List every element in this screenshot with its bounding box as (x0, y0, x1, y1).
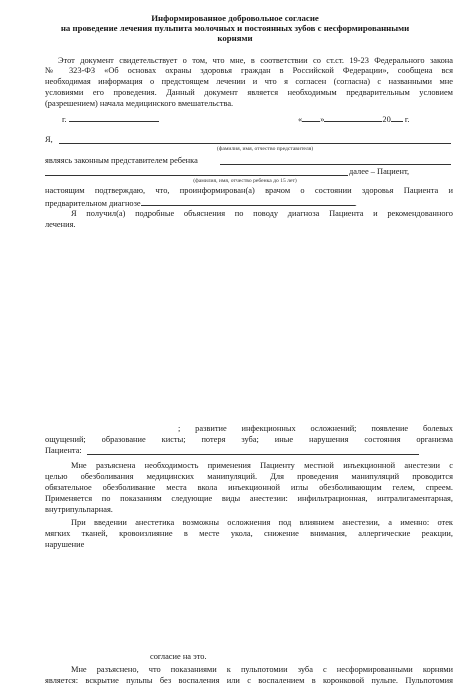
document-subtitle: на проведение лечения пульпита молочных и постоянных зубов с несформированными (60, 23, 410, 33)
anesthesia-line: Мне разъяснена необходимость применения Пациенту местной инъекционной анестезии с (71, 461, 453, 470)
date-field-group: « » 20 г. (298, 115, 410, 124)
intro-line: Этот документ свидетельствует о том, что мне, в соответствии со ст.ст. 19-23 Федерального закона (58, 56, 453, 65)
complications-line: ощущений; образование кисты; потеря зуба; иные нарушения состояния организма (45, 435, 453, 444)
representative-hint: (фамилия, имя, отчество представителя) (216, 146, 314, 152)
child-hint: (фамилия, имя, отчество ребенка до 15 лет) (193, 178, 297, 184)
city-field[interactable] (69, 113, 159, 122)
patient-label: далее – Пациент, (349, 167, 410, 176)
complications-field[interactable] (87, 454, 419, 455)
anesthesia-line: обязательное обезболивание места вкола инъекционной иглы обезболивающим гелем, спреем. (45, 483, 453, 492)
child-name-field[interactable] (220, 164, 451, 165)
city-prefix: г. (62, 115, 67, 124)
confirm-line: предварительном диагнозе . (45, 199, 357, 208)
day-field[interactable] (302, 113, 320, 122)
representative-name-field[interactable] (59, 143, 451, 144)
date-row (62, 113, 159, 125)
confirm-line: настоящим подтверждаю, что, проинформирован(а) врачом о состоянии здоровья Пациента и (45, 186, 453, 195)
anesthesia-line: целью обезболивания медицинских манипуляций. Для проведения манипуляций проводится (45, 472, 453, 481)
document-title: Информированное добровольное согласие (151, 13, 319, 23)
consent-fragment: согласие на это. (150, 652, 207, 661)
complications-line: Пациента: (45, 446, 82, 455)
anesthetic-risk-line: При введении анестетика возможны осложнения под влиянием анестезии, а именно: отек (71, 518, 453, 527)
year-field[interactable] (391, 113, 403, 122)
anesthetic-risk-line: мягких тканей, кровоизлияние в месте укола, снижение внимания, аллергические реакции, (45, 529, 453, 538)
document-subtitle-end: корнями (217, 33, 253, 43)
i-label: Я, (45, 135, 53, 144)
child-name-field-cont[interactable] (45, 175, 348, 176)
pulpotomy-line: Мне разъяснено, что показаниями к пульпотомии зуба с несформированными корнями (71, 665, 453, 674)
anesthesia-line: Применяется по показаниям следующие виды анестезии: инфильтрационная, интралигаментарная, (45, 494, 453, 503)
intro-line: № 323-ФЗ «Об основах охраны здоровья граждан в Российской Федерации», сообщена вся (45, 66, 453, 75)
pulpotomy-line: является: вскрытие пульпы без воспаления или с воспалением в коронковой пульпе. Пульпотомия (45, 676, 453, 685)
intro-line: (разрешением) начала медицинского вмешательства. (45, 99, 234, 108)
intro-line: необходимая информация о предстоящем лечении и что я согласен (согласна) с названными мне (45, 77, 453, 86)
complications-line: ; развитие инфекционных осложнений; появление болевых (178, 424, 453, 433)
representative-label: являясь законным представителем ребенка (45, 156, 198, 165)
month-field[interactable] (324, 113, 382, 122)
anesthetic-risk-line: нарушение (45, 540, 85, 549)
intro-line: условиями его проведения. Данный документ является необходимым предварительным условием (45, 88, 453, 97)
explained-line: лечения. (45, 220, 76, 229)
anesthesia-line: внутрипульпарная. (45, 505, 113, 514)
diagnosis-field[interactable] (141, 197, 355, 206)
explained-line: Я получил(а) подробные объяснения по поводу диагноза Пациента и рекомендованного (71, 209, 453, 218)
